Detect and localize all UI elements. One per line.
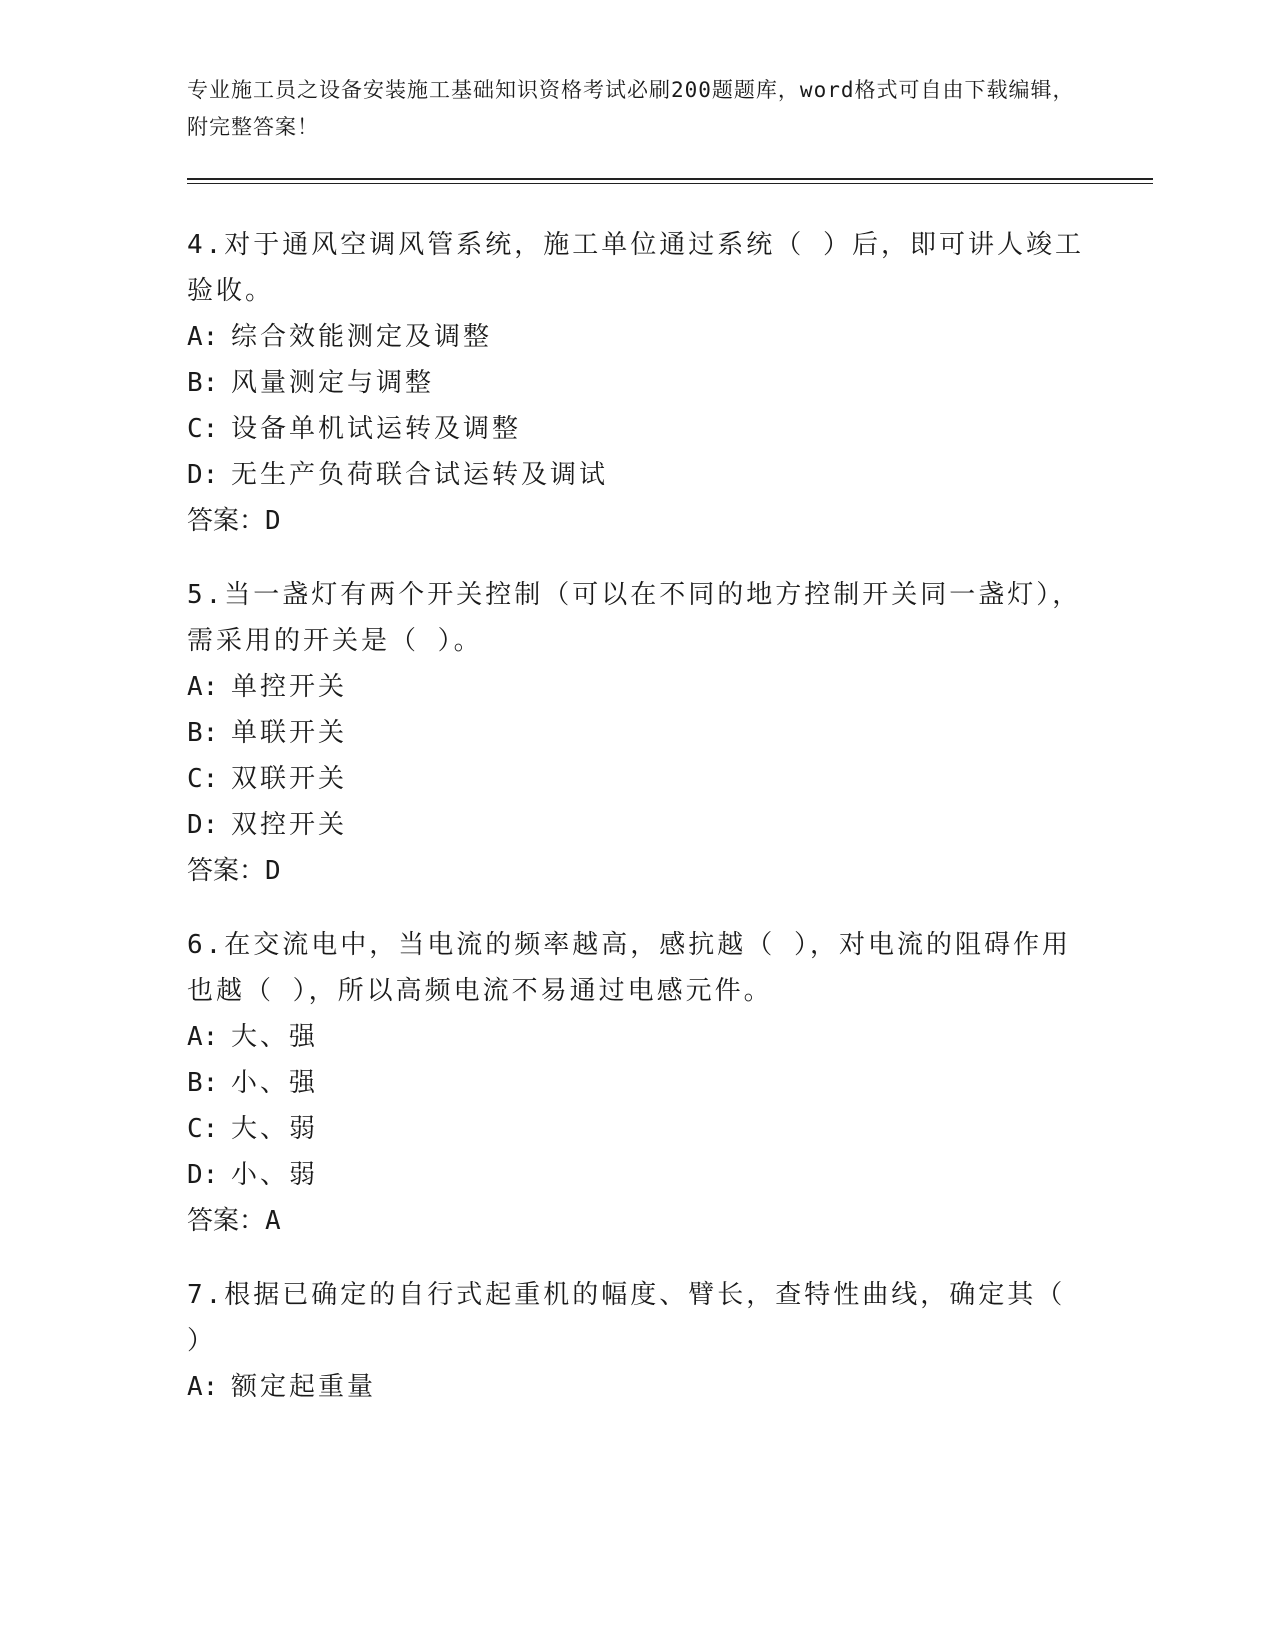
option-c: [187, 1106, 1087, 1152]
option-text: 大、强: [231, 1022, 319, 1052]
option-c: [187, 756, 1087, 802]
question-7: [187, 1272, 1087, 1410]
option-key: C:: [187, 764, 219, 794]
option-a: [187, 314, 1087, 360]
option-d: [187, 452, 1087, 498]
question-text: 6.在交流电中，当电流的频率越高，感抗越（ ），对电流的阻碍作用也越（ ），所以高频电流不易通过电感元件。: [187, 930, 1071, 1006]
option-text: 额定起重量: [231, 1372, 377, 1402]
option-a: [187, 664, 1087, 710]
option-text: 单控开关: [231, 672, 348, 702]
option-key: A:: [187, 1372, 219, 1402]
option-key: D:: [187, 810, 219, 840]
option-text: 大、弱: [231, 1114, 319, 1144]
answer-label: 答案：: [187, 1206, 266, 1236]
option-text: 双控开关: [231, 810, 348, 840]
option-key: C:: [187, 414, 219, 444]
answer: [187, 498, 1087, 544]
option-text: 小、弱: [231, 1160, 319, 1190]
answer-value: A: [265, 1206, 281, 1236]
question-text: 5.当一盏灯有两个开关控制（可以在不同的地方控制开关同一盏灯），需采用的开关是（ ）。: [187, 580, 1082, 656]
question-text: 7.根据已确定的自行式起重机的幅度、臂长，查特性曲线，确定其（ ）: [187, 1280, 1066, 1356]
option-text: 双联开关: [231, 764, 348, 794]
option-b: [187, 710, 1087, 756]
option-text: 小、强: [231, 1068, 319, 1098]
option-key: B:: [187, 368, 219, 398]
header-divider: [187, 178, 1153, 180]
option-text: 综合效能测定及调整: [231, 322, 493, 352]
option-a: [187, 1364, 1087, 1410]
answer-value: D: [265, 506, 281, 536]
option-key: D:: [187, 1160, 219, 1190]
option-key: C:: [187, 1114, 219, 1144]
question-4: [187, 222, 1087, 544]
option-b: [187, 1060, 1087, 1106]
question-5: [187, 572, 1087, 894]
option-text: 单联开关: [231, 718, 348, 748]
option-key: A:: [187, 1022, 219, 1052]
option-text: 风量测定与调整: [231, 368, 435, 398]
header-divider-thin: [187, 183, 1153, 184]
option-c: [187, 406, 1087, 452]
answer: [187, 1198, 1087, 1244]
option-text: 设备单机试运转及调整: [231, 414, 522, 444]
answer-label: 答案：: [187, 506, 266, 536]
option-key: D:: [187, 460, 219, 490]
option-b: [187, 360, 1087, 406]
option-a: [187, 1014, 1087, 1060]
answer-value: D: [265, 856, 281, 886]
option-d: [187, 1152, 1087, 1198]
option-text: 无生产负荷联合试运转及调试: [231, 460, 609, 490]
question-6: [187, 922, 1087, 1244]
answer: [187, 848, 1087, 894]
question-text: 4.对于通风空调风管系统，施工单位通过系统（ ）后，即可讲人竣工验收。: [187, 230, 1084, 306]
option-key: B:: [187, 718, 219, 748]
option-key: B:: [187, 1068, 219, 1098]
document-header: 专业施工员之设备安装施工基础知识资格考试必刷200题题库，word格式可自由下载编辑，附完整答案！: [187, 78, 1075, 139]
option-key: A:: [187, 672, 219, 702]
option-key: A:: [187, 322, 219, 352]
option-d: [187, 802, 1087, 848]
answer-label: 答案：: [187, 856, 266, 886]
